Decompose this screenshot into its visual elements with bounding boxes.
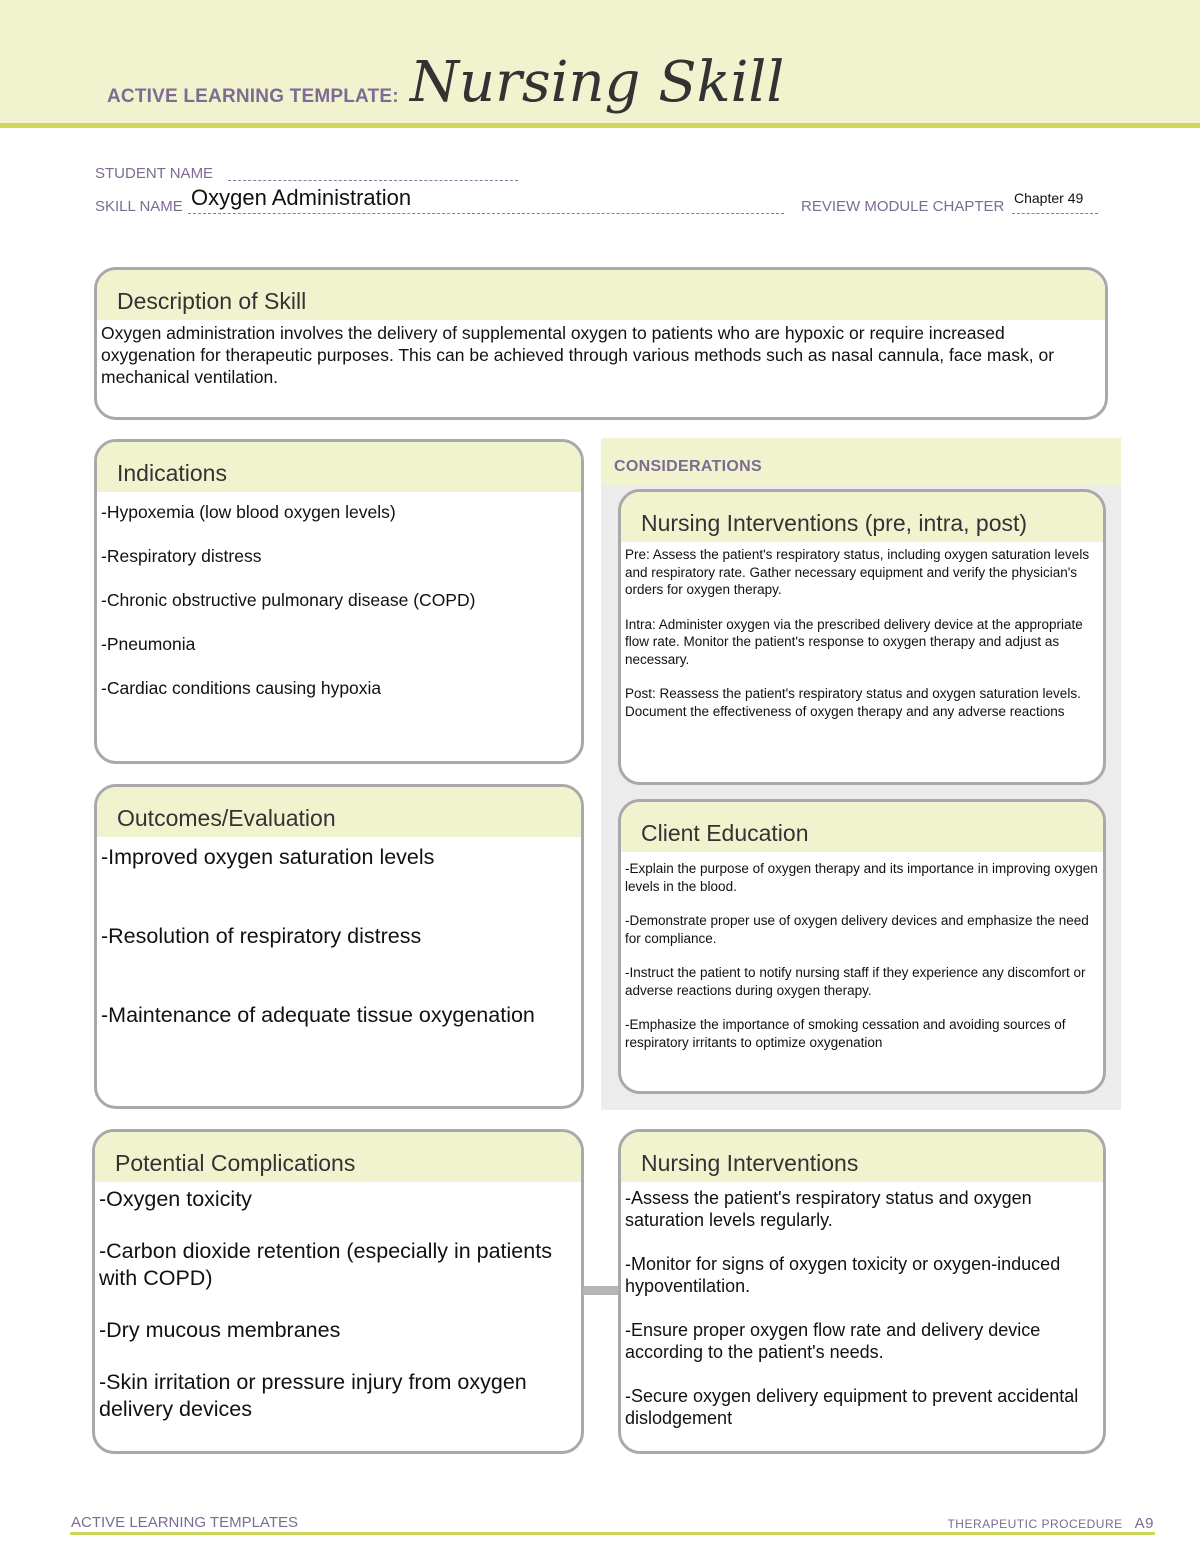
nursing-interventions-ppp-box [618, 489, 1106, 785]
list-item: -Demonstrate proper use of oxygen delivery devices and emphasize the need for compliance. [625, 913, 1089, 946]
review-module-value: Chapter 49 [1014, 190, 1084, 206]
student-name-field[interactable] [228, 168, 518, 181]
skill-name-label: SKILL NAME [95, 198, 183, 215]
list-item: Post: Reassess the patient's respiratory status and oxygen saturation levels. Document the effectiveness of oxygen therapy and any adverse reactions [625, 686, 1081, 719]
list-item: -Ensure proper oxygen flow rate and delivery device according to the patient's needs. [625, 1320, 1041, 1362]
list-item: Intra: Administer oxygen via the prescribed delivery device at the appropriate flow rate. Monitor the patient's response to oxygen therapy and adjust as necessary. [625, 616, 1083, 667]
skill-name-value: Oxygen Administration [191, 185, 412, 210]
page-number: A9 [1134, 1515, 1154, 1532]
list-item: -Secure oxygen delivery equipment to prevent accidental dislodgement [625, 1386, 1079, 1428]
description-text: Oxygen administration involves the delivery of supplemental oxygen to patients who are hypoxic or require increased oxygenation for therapeutic purposes. This can be achieved through various methods such as nasal cannula, face mask, or mechanical ventilation. [101, 323, 1055, 387]
indications-box [94, 439, 584, 764]
indications-list [97, 492, 581, 722]
list-item: -Respiratory distress [101, 546, 262, 566]
description-title: Description of Skill [97, 270, 1105, 320]
connector-bar [583, 1286, 621, 1295]
list-item: -Explain the purpose of oxygen therapy and its importance in improving oxygen levels in the blood. [625, 861, 1098, 894]
student-name-label: STUDENT NAME [95, 165, 214, 182]
indications-title: Indications [97, 442, 581, 492]
list-item: -Maintenance of adequate tissue oxygenation [101, 1003, 535, 1027]
client-education-list [621, 852, 1103, 1051]
complications-title: Potential Complications [95, 1132, 581, 1182]
list-item: -Assess the patient's respiratory status and oxygen saturation levels regularly. [625, 1188, 1032, 1230]
footer-right [947, 1515, 1154, 1532]
outcomes-title: Outcomes/Evaluation [97, 787, 581, 837]
list-item: -Pneumonia [101, 634, 196, 654]
nursing-interventions-list [621, 1182, 1103, 1429]
list-item: -Cardiac conditions causing hypoxia [101, 678, 382, 698]
complications-box [92, 1129, 584, 1454]
outcomes-box [94, 784, 584, 1109]
list-item: -Hypoxemia (low blood oxygen levels) [101, 502, 396, 522]
outcomes-list [97, 837, 581, 1082]
list-item: -Chronic obstructive pulmonary disease (COPD) [101, 590, 476, 610]
footer-left: ACTIVE LEARNING TEMPLATES [71, 1514, 298, 1531]
list-item: -Dry mucous membranes [99, 1318, 341, 1342]
complications-list [95, 1182, 581, 1423]
list-item: Pre: Assess the patient's respiratory status, including oxygen saturation levels and respiratory rate. Gather necessary equipment and verify the physician's orders for oxygen therapy. [625, 547, 1090, 597]
list-item: -Resolution of respiratory distress [101, 924, 422, 948]
footer-section: THERAPEUTIC PROCEDURE [947, 1517, 1123, 1531]
page-title: Nursing Skill [410, 50, 785, 115]
considerations-label: CONSIDERATIONS [601, 438, 1121, 485]
footer-rule [70, 1532, 1155, 1535]
description-box [94, 267, 1108, 420]
nursing-interventions-box [618, 1129, 1106, 1454]
client-education-box [618, 799, 1106, 1094]
list-item: -Skin irritation or pressure injury from oxygen delivery devices [99, 1370, 527, 1421]
list-item: -Instruct the patient to notify nursing staff if they experience any discomfort or adverse reactions during oxygen therapy. [625, 965, 1086, 998]
nursing-interventions-ppp-list [621, 542, 1103, 720]
nursing-interventions-ppp-title: Nursing Interventions (pre, intra, post) [621, 492, 1103, 542]
list-item: -Emphasize the importance of smoking cessation and avoiding sources of respiratory irritants to optimize oxygenation [625, 1017, 1066, 1050]
list-item: -Oxygen toxicity [99, 1187, 252, 1211]
client-education-title: Client Education [621, 802, 1103, 852]
list-item: -Monitor for signs of oxygen toxicity or oxygen-induced hypoventilation. [625, 1254, 1061, 1296]
review-module-label: REVIEW MODULE CHAPTER [801, 198, 1005, 215]
nursing-interventions-title: Nursing Interventions [621, 1132, 1103, 1182]
template-label: ACTIVE LEARNING TEMPLATE: [107, 86, 399, 107]
list-item: -Improved oxygen saturation levels [101, 845, 435, 869]
list-item: -Carbon dioxide retention (especially in patients with COPD) [99, 1239, 552, 1290]
